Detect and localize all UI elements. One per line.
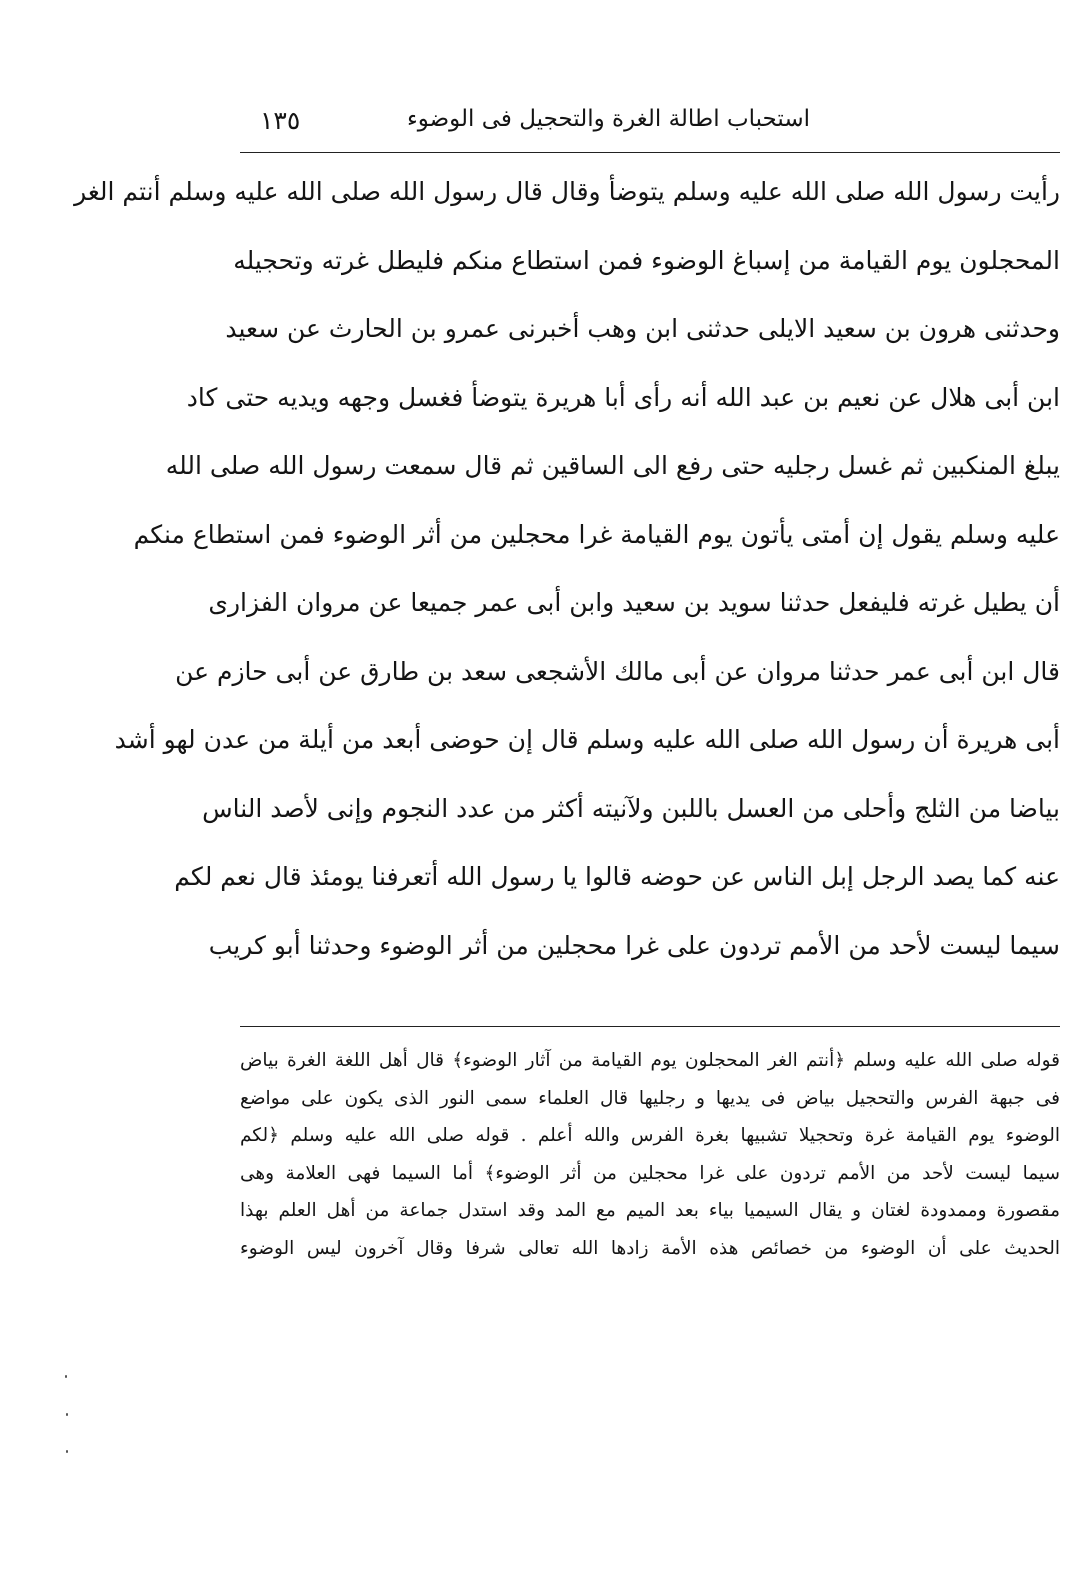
- text-line: سيما ليست لأحد من الأمم تردون على غرا محجلين من أثر الوضوء وحدثنا أبو كريب: [208, 930, 1060, 960]
- text-line: أن يطيل غرته فليفعل حدثنا سويد بن سعيد وابن أبى عمر جميعا عن مروان الفزارى: [208, 588, 1060, 617]
- text-line: المحجلون يوم القيامة من إسباغ الوضوء فمن استطاع منكم فليطل غرته وتحجيله: [233, 245, 1060, 275]
- speck: [65, 1375, 67, 1378]
- note-line: فى جبهة الفرس والتحجيل بياض فى يديها و رجليها قال العلماء سمى النور الذى يكون على مواضع: [240, 1087, 1060, 1109]
- text-line: عنه كما يصد الرجل إبل الناس عن حوضه قالوا يا رسول الله أتعرفنا يومئذ قال نعم لكم: [174, 862, 1060, 891]
- header-rule: [240, 152, 1060, 153]
- note-line: مقصورة وممدودة لغتان و يقال السيميا بياء بعد الميم مع المد وقد استدل جماعة من أهل العلم بهذا: [240, 1200, 1060, 1221]
- text-line: رأيت رسول الله صلى الله عليه وسلم يتوضأ وقال قال رسول الله صلى الله عليه وسلم أنتم الغر: [74, 177, 1060, 206]
- page-header: [240, 100, 1060, 150]
- commentary-rule: [240, 1026, 1060, 1027]
- hadith-text: [74, 158, 1060, 980]
- text-line: قال ابن أبى عمر حدثنا مروان عن أبى مالك الأشجعى سعد بن طارق عن أبى حازم عن: [175, 656, 1060, 686]
- text-line: وحدثنى هرون بن سعيد الايلى حدثنى ابن وهب أخبرنى عمرو بن الحارث عن سعيد: [225, 314, 1060, 343]
- speck: [66, 1450, 68, 1453]
- commentary-notes: [240, 1042, 1060, 1267]
- note-line: الحديث على أن الوضوء من خصائص هذه الأمة زادها الله تعالى شرفا وقال آخرون ليس الوضوء: [240, 1237, 1060, 1259]
- speck: [66, 1413, 68, 1416]
- page-number: ١٣٥: [260, 106, 301, 135]
- text-line: عليه وسلم يقول إن أمتى يأتون يوم القيامة غرا محجلين من أثر الوضوء فمن استطاع منكم: [133, 519, 1060, 549]
- note-line: قوله صلى الله عليه وسلم ﴿أنتم الغر المحجلون يوم القيامة من آثار الوضوء﴾ قال أهل اللغة الغرة بياض: [240, 1050, 1060, 1071]
- note-line: الوضوء يوم القيامة غرة وتحجيلا تشبيها بغرة الفرس والله أعلم . قوله صلى الله عليه وسلم ﴿لكم: [240, 1125, 1060, 1146]
- text-line: أبى هريرة أن رسول الله صلى الله عليه وسلم قال إن حوضى أبعد من أيلة من عدن لهو أشد: [114, 725, 1060, 754]
- text-line: ابن أبى هلال عن نعيم بن عبد الله أنه رأى أبا هريرة يتوضأ فغسل وجهه ويديه حتى كاد: [186, 382, 1060, 412]
- text-line: يبلغ المنكبين ثم غسل رجليه حتى رفع الى الساقين ثم قال سمعت رسول الله صلى الله: [165, 451, 1060, 480]
- scan-specks: [62, 1375, 72, 1465]
- note-line: سيما ليست لأحد من الأمم تردون على غرا محجلين من أثر الوضوء﴾ أما السيما فهى العلامة وهى: [240, 1162, 1060, 1184]
- running-title: استحباب اطالة الغرة والتحجيل فى الوضوء: [406, 106, 810, 132]
- text-line: بياضا من الثلج وأحلى من العسل باللبن ولآنيته أكثر من عدد النجوم وإنى لأصد الناس: [202, 793, 1060, 823]
